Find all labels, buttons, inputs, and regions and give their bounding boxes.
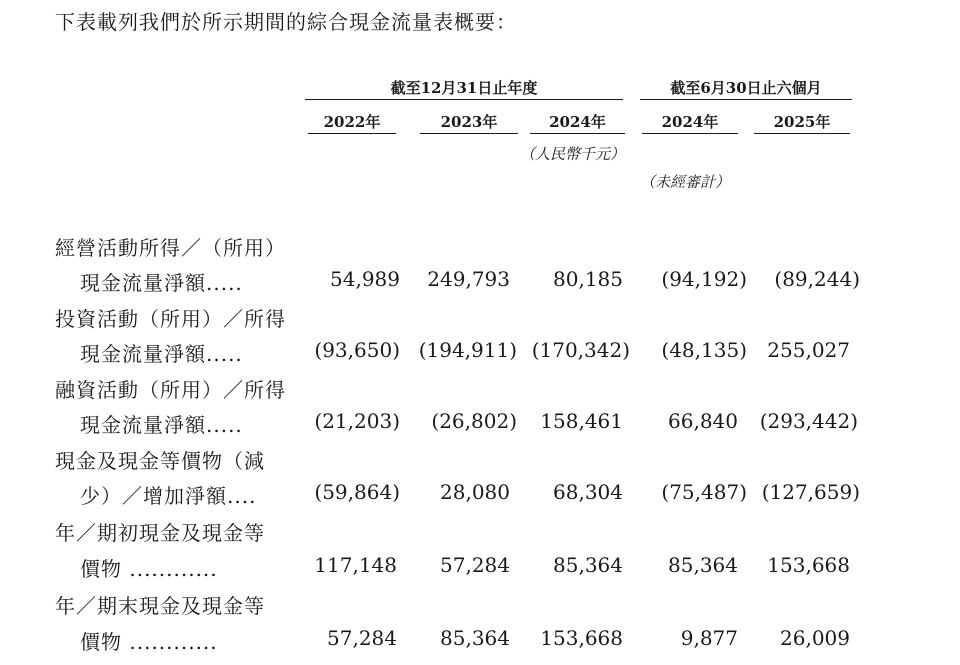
row-label: 年／期初現金及現金等 [55, 521, 265, 545]
group-header-interim-rule [640, 99, 852, 100]
row-label: 經營活動所得／（所用） [55, 236, 286, 260]
row-label-cont: 現金流量淨額..... [80, 271, 243, 295]
year-header-2022: 2022年 [323, 113, 381, 131]
unit-note: （人民幣千元） [520, 145, 626, 163]
cell-2024-interim: (75,487) [661, 480, 747, 504]
group-header-interim: 截至6月30日止六個月 [670, 79, 822, 97]
cell-2024-annual: 158,461 [540, 409, 623, 433]
cell-2023: 28,080 [440, 480, 510, 504]
cell-2022: (21,203) [314, 409, 400, 433]
row-label-cont: 現金流量淨額..... [80, 413, 243, 437]
intro-text: 下表載列我們於所示期間的綜合現金流量表概要： [55, 10, 517, 34]
cell-2025: (127,659) [761, 480, 860, 504]
cell-2024-annual: 80,185 [553, 267, 623, 291]
year-header-2023: 2023年 [440, 113, 498, 131]
row-label: 投資活動（所用）／所得 [55, 307, 286, 331]
group-header-annual: 截至12月31日止年度 [390, 79, 538, 97]
cell-2024-annual: 68,304 [553, 480, 623, 504]
year-rule [530, 133, 625, 134]
cell-2022: 57,284 [327, 626, 397, 650]
cell-2024-interim: (94,192) [661, 267, 747, 291]
row-label-cont: 現金流量淨額..... [80, 342, 243, 366]
year-rule [308, 133, 396, 134]
cell-2025: 26,009 [780, 626, 850, 650]
cell-2022: (93,650) [314, 338, 400, 362]
cell-2024-interim: (48,135) [661, 338, 747, 362]
cell-2025: (293,442) [759, 409, 858, 433]
cell-2023: (194,911) [418, 338, 517, 362]
cell-2022: (59,864) [314, 480, 400, 504]
year-rule [754, 133, 850, 134]
year-header-2024-annual: 2024年 [549, 113, 606, 131]
row-label-cont: 少）／增加淨額.... [80, 484, 257, 508]
row-label-cont: 價物 ............ [80, 630, 218, 654]
cell-2024-annual: (170,342) [531, 338, 630, 362]
cell-2023: 85,364 [440, 626, 510, 650]
cell-2025: (89,244) [774, 267, 860, 291]
year-header-2025: 2025年 [773, 113, 831, 131]
group-header-annual-rule [305, 99, 623, 100]
row-label: 融資活動（所用）／所得 [55, 378, 286, 402]
row-label-cont: 價物 ............ [80, 557, 218, 581]
cell-2024-interim: 85,364 [668, 553, 738, 577]
row-label: 年／期末現金及現金等 [55, 594, 265, 618]
cell-2022: 117,148 [314, 553, 397, 577]
cell-2025: 153,668 [767, 553, 850, 577]
cell-2024-interim: 66,840 [668, 409, 738, 433]
year-rule [420, 133, 518, 134]
cell-2023: 57,284 [440, 553, 510, 577]
row-label: 現金及現金等價物（減 [55, 449, 265, 473]
cell-2024-annual: 85,364 [553, 553, 623, 577]
cell-2022: 54,989 [330, 267, 400, 291]
cell-2025: 255,027 [767, 338, 850, 362]
unaudited-note: （未經審計） [640, 173, 731, 191]
cell-2024-annual: 153,668 [540, 626, 623, 650]
year-rule [642, 133, 738, 134]
cell-2023: 249,793 [427, 267, 510, 291]
year-header-2024-interim: 2024年 [661, 113, 719, 131]
cell-2023: (26,802) [431, 409, 517, 433]
cell-2024-interim: 9,877 [680, 626, 738, 650]
